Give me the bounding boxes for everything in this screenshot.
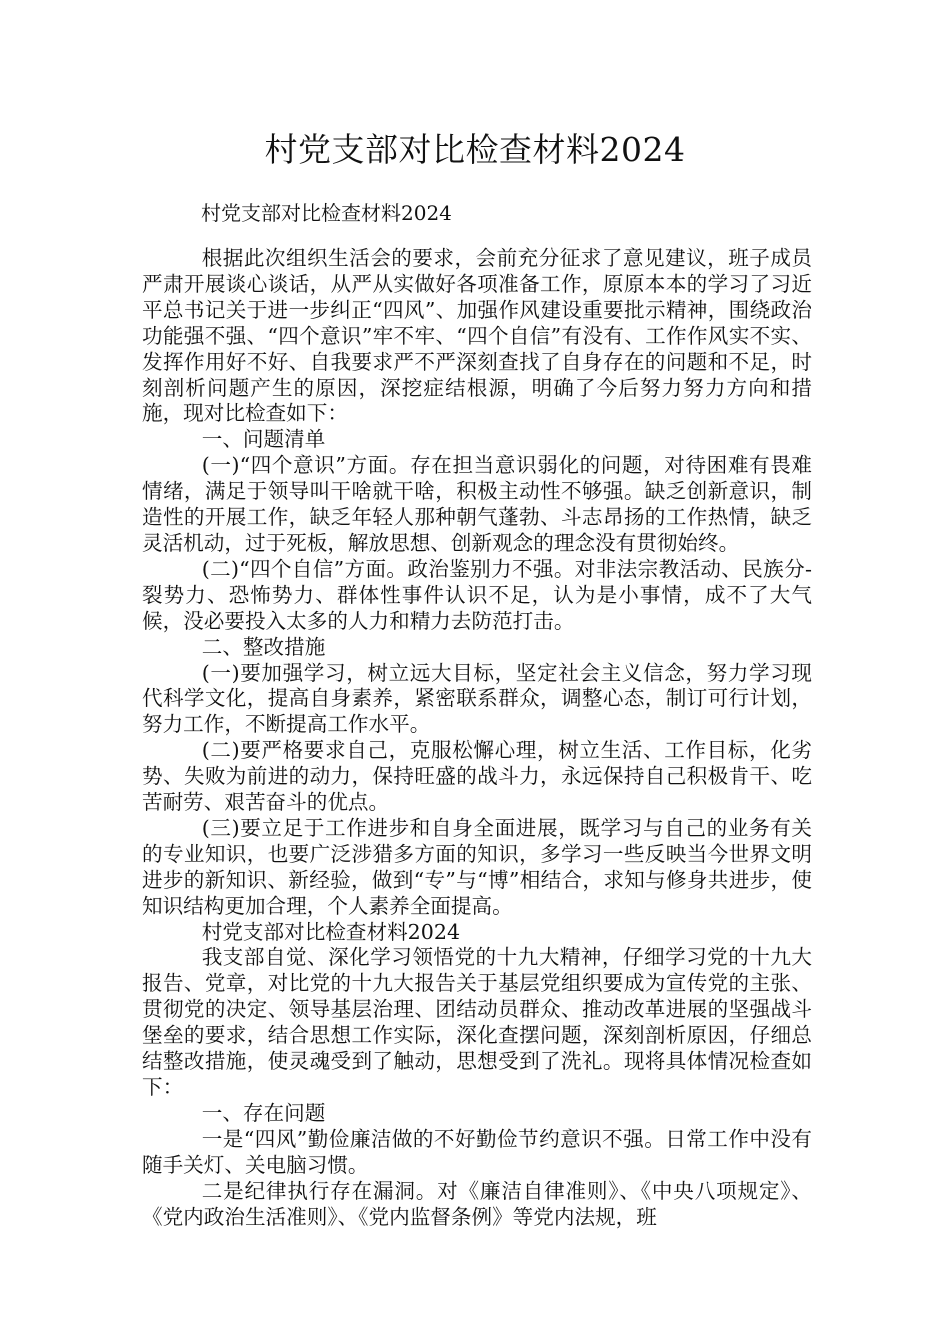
paragraph-four-consciousness: (一)“四个意识”方面。存在担当意识弱化的问题，对待困难有畏难情绪，满足于领导叫干啥就干啥，积极主动性不够强。缺乏创新意识，制造性的开展工作，缺乏年轻人那种朝气蓬勃、斗志昂扬的工作热情，缺乏灵活机动，过于死板，解放思想、创新观念的理念没有贯彻始终。: [142, 453, 812, 555]
paragraph-four-confidence: (二)“四个自信”方面。政治鉴别力不强。对非法宗教活动、民族分-裂势力、恐怖势力、群体性事件认识不足，认为是小事情，成不了大气候，没必要投入太多的人力和精力去防范打击。: [142, 556, 812, 633]
paragraph-intro: 根据此次组织生活会的要求，会前充分征求了意见建议，班子成员严肃开展谈心谈话，从严从实做好各项准备工作，原原本本的学习了习近平总书记关于进一步纠正“四风”、加强作风建设重要批示精神，围绕政治功能强不强、“四个意识”牢不牢、“四个自信”有没有、工作作风实不实、发挥作用好不好、自我要求严不严深刻查找了自身存在的问题和不足，时刻剖析问题产生的原因，深挖症结根源，明确了今后努力努力方向和措施，现对比检查如下：: [142, 246, 812, 426]
paragraph-measure-1: (一)要加强学习，树立远大目标，坚定社会主义信念，努力学习现代科学文化，提高自身素养，紧密联系群众，调整心态，制订可行计划，努力工作，不断提高工作水平。: [142, 660, 812, 737]
paragraph-problem-1: 一是“四风”勤俭廉洁做的不好勤俭节约意识不强。日常工作中没有随手关灯、关电脑习惯。: [142, 1126, 812, 1177]
heading-problem-list: 一、问题清单: [201, 427, 326, 452]
paragraph-measure-3: (三)要立足于工作进步和自身全面进展，既学习与自己的业务有关的专业知识，也要广泛涉猎多方面的知识，多学习一些反映当今世界文明进步的新知识、新经验，做到“专”与“博”相结合，求知与修身共进步，使知识结构更加合理，个人素养全面提高。: [142, 815, 812, 918]
heading-rectification: 二、整改措施: [201, 634, 326, 659]
section-title-2: 村党支部对比检查材料2024: [201, 919, 461, 944]
paragraph-measure-2: (二)要严格要求自己，克服松懈心理，树立生活、工作目标，化劣势、失败为前进的动力，保持旺盛的战斗力，永远保持自己积极肯干、吃苦耐劳、艰苦奋斗的优点。: [142, 738, 812, 815]
heading-existing-problems: 一、存在问题: [201, 1100, 326, 1125]
document-title: 村党支部对比检查材料2024: [264, 130, 686, 169]
paragraph-problem-2: 二是纪律执行存在漏洞。对《廉洁自律准则》、《中央八项规定》、《党内政治生活准则》、《党内监督条例》等党内法规，班: [142, 1178, 812, 1229]
document-subtitle: 村党支部对比检查材料2024: [201, 201, 452, 225]
paragraph-intro-2: 我支部自觉、深化学习领悟党的十九大精神，仔细学习党的十九大报告、党章，对比党的十九大报告关于基层党组织要成为宣传党的主张、贯彻党的决定、领导基层治理、团结动员群众、推动改革进展的坚强战斗堡垒的要求，结合思想工作实际，深化查摆问题，深刻剖析原因，仔细总结整改措施，使灵魂受到了触动，思想受到了洗礼。现将具体情况检查如下：: [142, 945, 812, 1099]
document-body: [142, 246, 812, 1230]
